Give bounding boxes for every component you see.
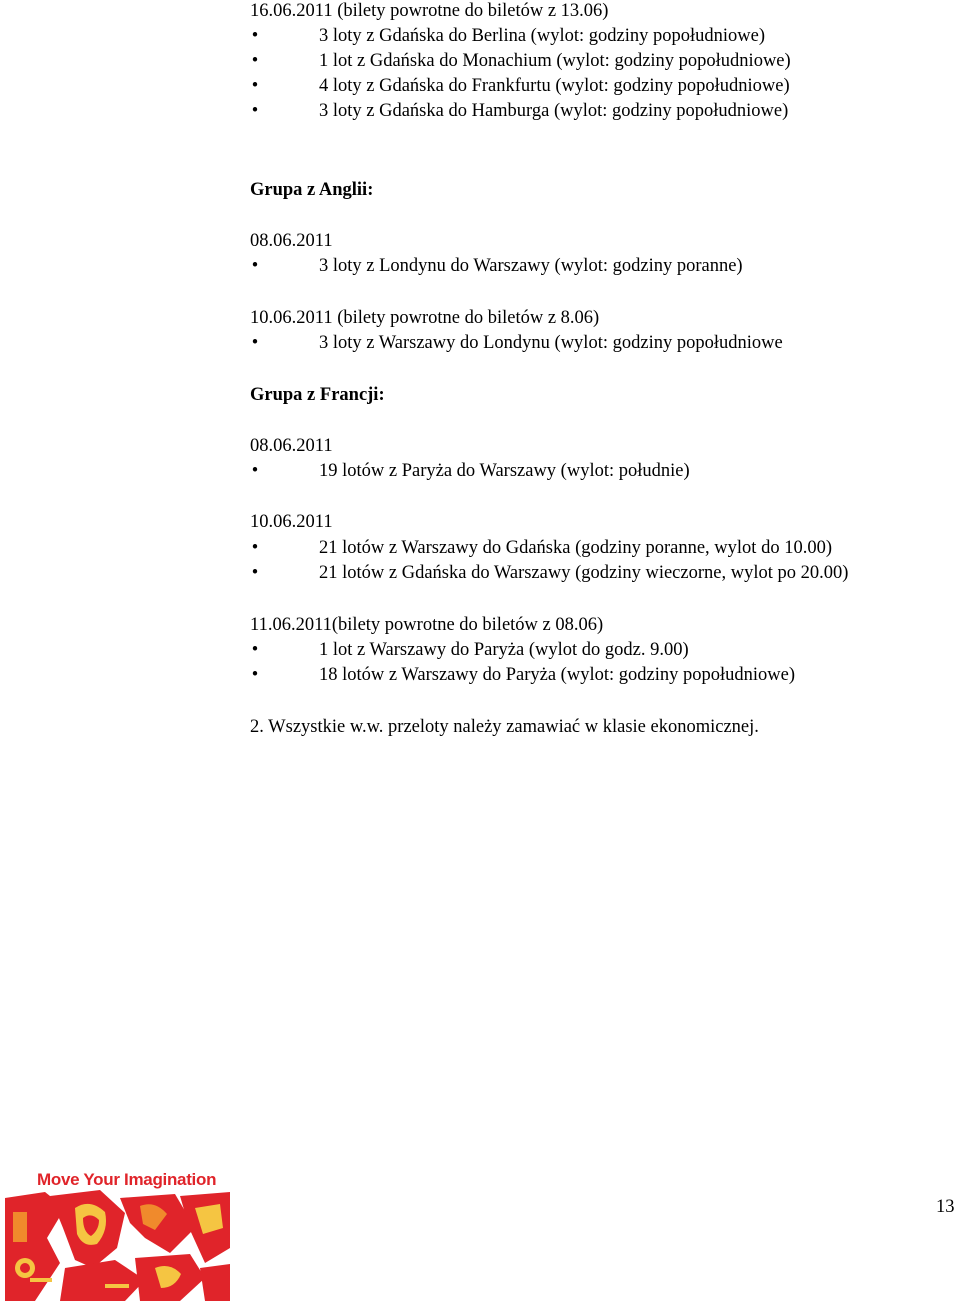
bullet-icon: •	[251, 461, 259, 481]
bullet-icon: •	[251, 76, 259, 96]
bullet-icon: •	[251, 333, 259, 353]
list-item-text: 3 loty z Gdańska do Berlina (wylot: godziny popołudniowe)	[319, 26, 765, 46]
bullet-icon: •	[251, 26, 259, 46]
bullet-icon: •	[251, 51, 259, 71]
bullet-icon: •	[251, 256, 259, 276]
date-line: 10.06.2011	[250, 512, 333, 532]
list-item-text: 3 loty z Warszawy do Londynu (wylot: godziny popołudniowe	[319, 333, 783, 353]
page-number: 13	[936, 1197, 955, 1217]
list-item-text: 18 lotów z Warszawy do Paryża (wylot: godziny popołudniowe)	[319, 665, 795, 685]
list-item-text: 1 lot z Gdańska do Monachium (wylot: godziny popołudniowe)	[319, 51, 791, 71]
note-paragraph: 2. Wszystkie w.w. przeloty należy zamawiać w klasie ekonomicznej.	[250, 717, 759, 737]
bullet-icon: •	[251, 665, 259, 685]
bullet-icon: •	[251, 640, 259, 660]
bullet-icon: •	[251, 538, 259, 558]
bullet-icon: •	[251, 563, 259, 583]
list-item-text: 3 loty z Londynu do Warszawy (wylot: godziny poranne)	[319, 256, 743, 276]
list-item-text: 4 loty z Gdańska do Frankfurtu (wylot: godziny popołudniowe)	[319, 76, 790, 96]
date-line: 08.06.2011	[250, 231, 333, 251]
list-item-text: 3 loty z Gdańska do Hamburga (wylot: godziny popołudniowe)	[319, 101, 789, 121]
list-item-text: 19 lotów z Paryża do Warszawy (wylot: południe)	[319, 461, 690, 481]
section-heading-anglia: Grupa z Anglii:	[250, 180, 374, 200]
list-item-text: 1 lot z Warszawy do Paryża (wylot do godz. 9.00)	[319, 640, 689, 660]
logo-title: Move Your Imagination	[37, 1170, 217, 1189]
section-heading-francja: Grupa z Francji:	[250, 385, 385, 405]
date-line: 08.06.2011	[250, 436, 333, 456]
bullet-icon: •	[251, 101, 259, 121]
date-line: 11.06.2011(bilety powrotne do biletów z 08.06)	[250, 615, 604, 635]
date-line: 10.06.2011 (bilety powrotne do biletów z 8.06)	[250, 308, 600, 328]
footer-logo	[5, 1168, 230, 1301]
date-line: 16.06.2011 (bilety powrotne do biletów z 13.06)	[250, 1, 609, 21]
list-item-text: 21 lotów z Gdańska do Warszawy (godziny wieczorne, wylot po 20.00)	[319, 563, 849, 583]
list-item-text: 21 lotów z Warszawy do Gdańska (godziny poranne, wylot do 10.00)	[319, 538, 832, 558]
